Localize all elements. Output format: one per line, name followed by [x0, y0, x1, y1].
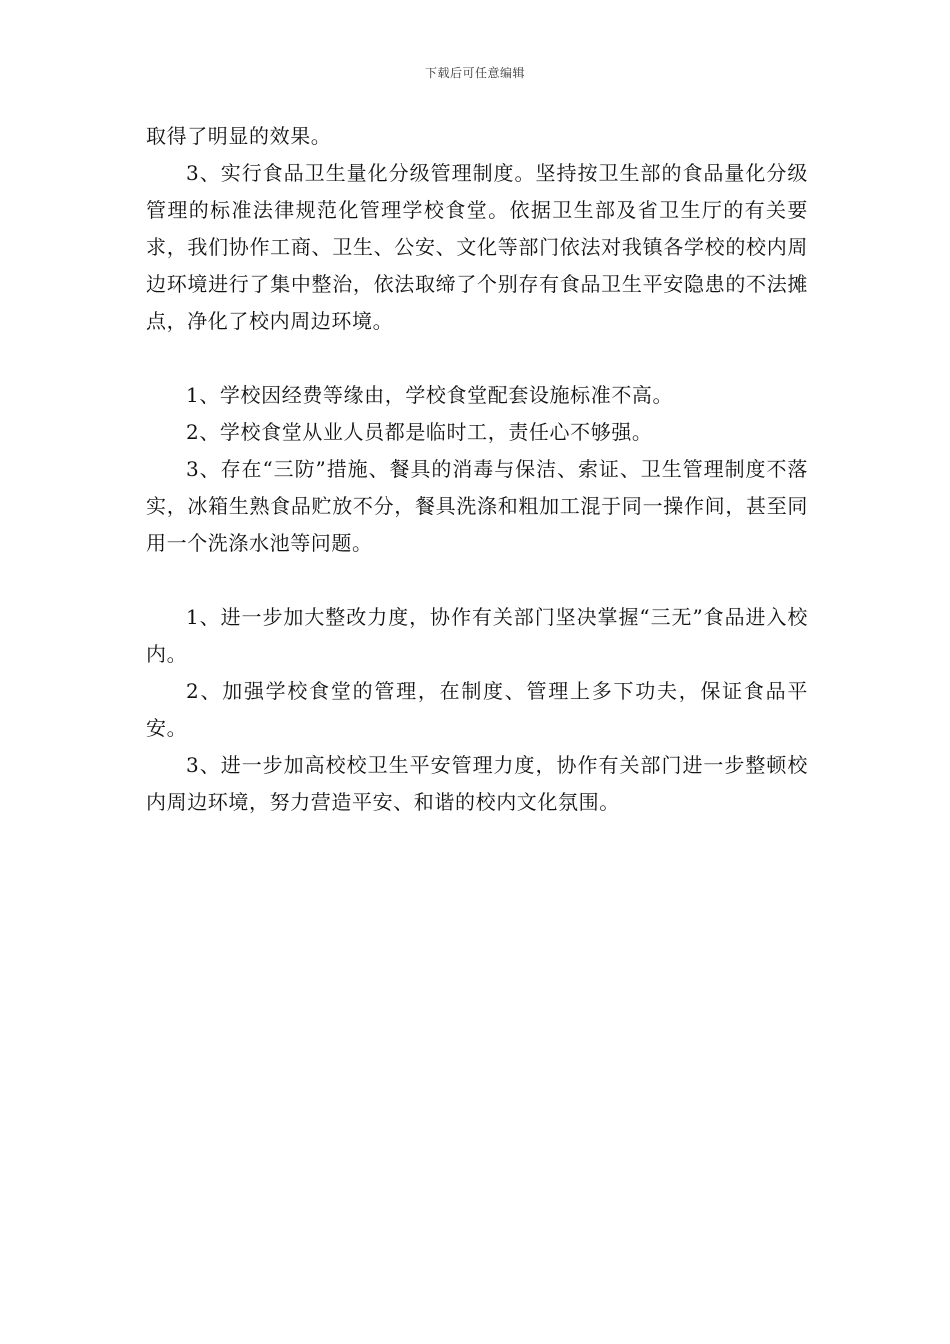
paragraph-plan-1: 1、进一步加大整改力度，协作有关部门坚决掌握“三无”食品进入校内。 — [146, 605, 808, 666]
paragraph-plan-3: 3、进一步加高校校卫生平安管理力度，协作有关部门进一步整顿校内周边环境，努力营造平安、和谐的校内文化氛围。 — [146, 753, 808, 814]
paragraph-measure-3: 3、实行食品卫生量化分级管理制度。坚持按卫生部的食品量化分级管理的标准法律规范化管理学校食堂。依据卫生部及省卫生厅的有关要求，我们协作工商、卫生、公安、文化等部门依法对我镇各学校的校内周边环境进行了集中整治，依法取缔了个别存有食品卫生平安隐患的不法摊点，净化了校内周边环境。 — [146, 161, 808, 333]
paragraph-continuation: 取得了明显的效果。 — [146, 124, 332, 148]
paragraph-problem-3: 3、存在“三防”措施、餐具的消毒与保洁、索证、卫生管理制度不落实，冰箱生熟食品贮放不分，餐具洗涤和粗加工混于同一操作间，甚至同用一个洗涤水池等问题。 — [146, 457, 808, 555]
section-gap — [146, 562, 808, 599]
document-body — [146, 118, 808, 821]
page-header: 下载后可任意编辑 — [424, 66, 525, 80]
paragraph-problem-1: 1、学校因经费等缘由，学校食堂配套设施标准不高。 — [186, 383, 674, 407]
paragraph-problem-2: 2、学校食堂从业人员都是临时工，责任心不够强。 — [186, 420, 653, 444]
paragraph-plan-2: 2、加强学校食堂的管理，在制度、管理上多下功夫，保证食品平安。 — [146, 679, 808, 740]
section-gap — [146, 340, 808, 377]
